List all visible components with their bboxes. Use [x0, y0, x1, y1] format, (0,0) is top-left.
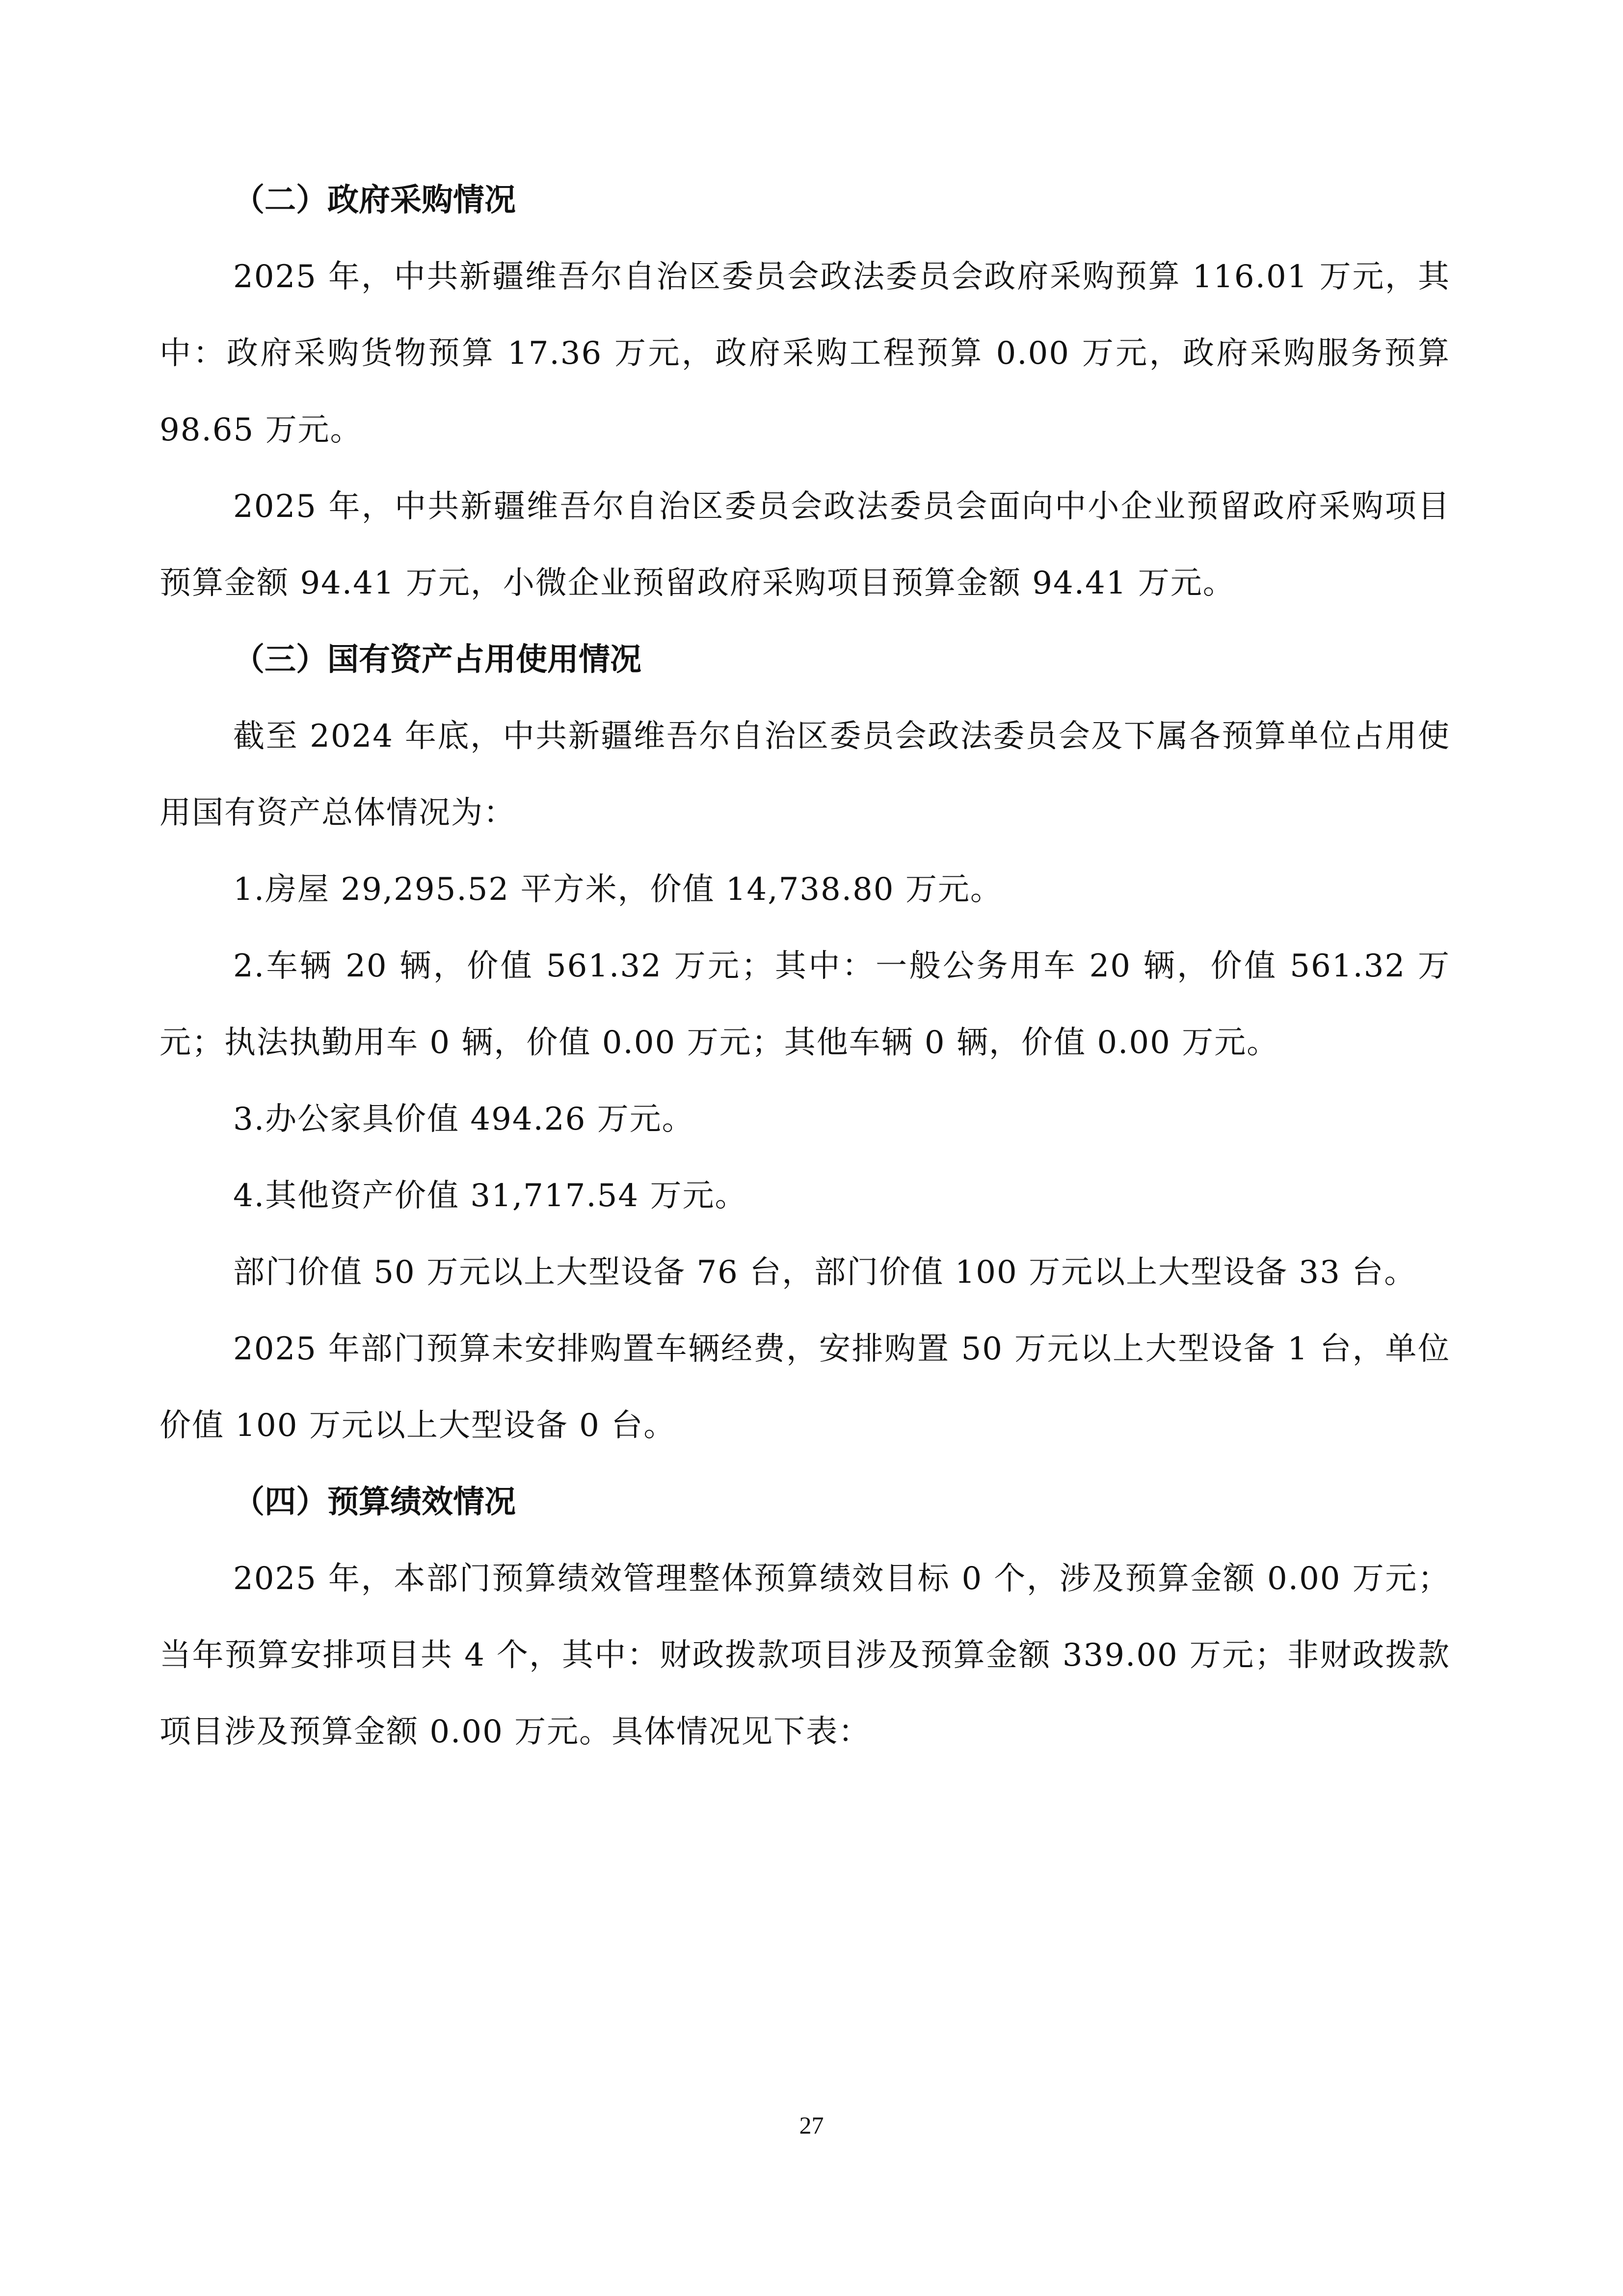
section-heading-procurement: （二）政府采购情况 [233, 182, 516, 218]
page-number: 27 [799, 2111, 824, 2139]
performance-paragraph-1: 2025 年，本部门预算绩效管理整体预算绩效目标 0 个，涉及预算金额 0.00 万元；当年预算安排项目共 4 个，其中：财政拨款项目涉及预算金额 339.00 万元；非财政拨款项目涉及预算金额 0.00 万元。具体情况见下表： [160, 1561, 1450, 1750]
assets-equipment-paragraph: 部门价值 50 万元以上大型设备 76 台，部门价值 100 万元以上大型设备 33 台。 [233, 1254, 1417, 1291]
assets-item-vehicles: 2.车辆 20 辆，价值 561.32 万元；其中：一般公务用车 20 辆，价值 561.32 万元；执法执勤用车 0 辆，价值 0.00 万元；其他车辆 0 辆，价值 0.00 万元。 [160, 948, 1450, 1061]
assets-item-other: 4.其他资产价值 31,717.54 万元。 [233, 1178, 747, 1214]
procurement-paragraph-2: 2025 年，中共新疆维吾尔自治区委员会政法委员会面向中小企业预留政府采购项目预算金额 94.41 万元，小微企业预留政府采购项目预算金额 94.41 万元。 [160, 488, 1450, 601]
assets-intro-paragraph: 截至 2024 年底，中共新疆维吾尔自治区委员会政法委员会及下属各预算单位占用使用国有资产总体情况为： [160, 718, 1450, 831]
procurement-paragraph-1: 2025 年，中共新疆维吾尔自治区委员会政法委员会政府采购预算 116.01 万元，其中：政府采购货物预算 17.36 万元，政府采购工程预算 0.00 万元，政府采购服务预算 98.65 万元。 [160, 259, 1450, 448]
assets-item-furniture: 3.办公家具价值 494.26 万元。 [233, 1101, 694, 1137]
section-heading-performance: （四）预算绩效情况 [233, 1484, 516, 1520]
assets-item-housing: 1.房屋 29,295.52 平方米，价值 14,738.80 万元。 [233, 871, 1003, 908]
assets-plan-paragraph: 2025 年部门预算未安排购置车辆经费，安排购置 50 万元以上大型设备 1 台，单位价值 100 万元以上大型设备 0 台。 [160, 1331, 1450, 1444]
page-content [160, 162, 1450, 1770]
section-heading-assets: （三）国有资产占用使用情况 [233, 642, 641, 678]
